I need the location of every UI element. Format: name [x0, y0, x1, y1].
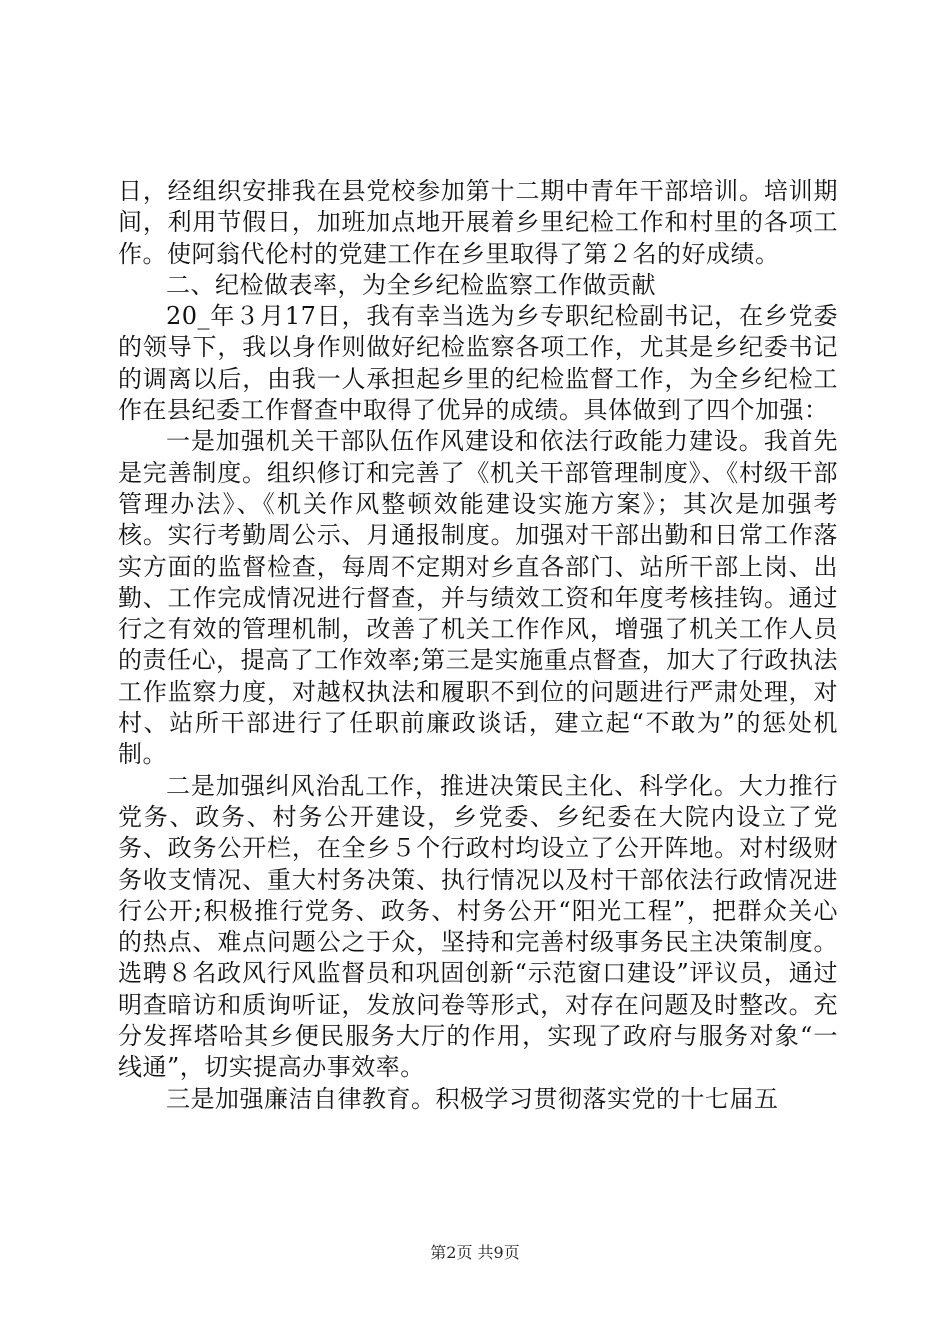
paragraph-3: 20_年３月17日，我有幸当选为乡专职纪检副书记，在乡党委的领导下，我以身作则做好纪检监察各项工作，尤其是乡纪委书记的调离以后，由我一人承担起乡里的纪检监督工作，为全乡纪检工作在县纪委工作督查中取得了优异的成绩。具体做到了四个加强：: [118, 302, 838, 425]
paragraph-1: 日，经组织安排我在县党校参加第十二期中青年干部培训。培训期间，利用节假日，加班加点地开展着乡里纪检工作和村里的各项工作。使阿翁代伦村的党建工作在乡里取得了第２名的好成绩。: [118, 177, 838, 268]
paragraph-4: 一是加强机关干部队伍作风建设和依法行政能力建设。我首先是完善制度。组织修订和完善了《机关干部管理制度》、《村级干部管理办法》、《机关作风整顿效能建设实施方案》；其次是加强考核。实行考勤周公示、月通报制度。加强对干部出勤和日常工作落实方面的监督检查，每周不定期对乡直各部门、站所干部上岗、出勤、工作完成情况进行督查，并与绩效工资和年度考核挂钩。通过行之有效的管理机制，改善了机关工作作风，增强了机关工作人员的责任心，提高了工作效率;第三是实施重点督查，加大了行政执法工作监察力度，对越权执法和履职不到位的问题进行严肃处理，对村、站所干部进行了任职前廉政谈话，建立起“不敢为”的惩处机制。: [118, 427, 838, 769]
paragraph-6: 三是加强廉洁自律教育。积极学习贯彻落实党的十七届五: [166, 1084, 779, 1113]
page-footer: 第2页 共9页: [430, 1243, 520, 1262]
paragraph-5: 二是加强纠风治乱工作，推进决策民主化、科学化。大力推行党务、政务、村务公开建设，乡党委、乡纪委在大院内设立了党务、政务公开栏，在全乡５个行政村均设立了公开阵地。对村级财务收支情况、重大村务决策、执行情况以及村干部依法行政情况进行公开;积极推行党务、政务、村务公开“阳光工程”，把群众关心的热点、难点问题公之于众，坚持和完善村级事务民主决策制度。选聘８名政风行风监督员和巩固创新“示范窗口建设”评议员，通过明查暗访和质询听证，发放问卷等形式，对存在问题及时整改。充分发挥塔哈其乡便民服务大厅的作用，实现了政府与服务对象“一线通”，切实提高办事效率。: [118, 771, 838, 1082]
section-heading-2: 二、纪检做表率，为全乡纪检监察工作做贡献: [166, 270, 656, 299]
document-body: [118, 176, 838, 1115]
